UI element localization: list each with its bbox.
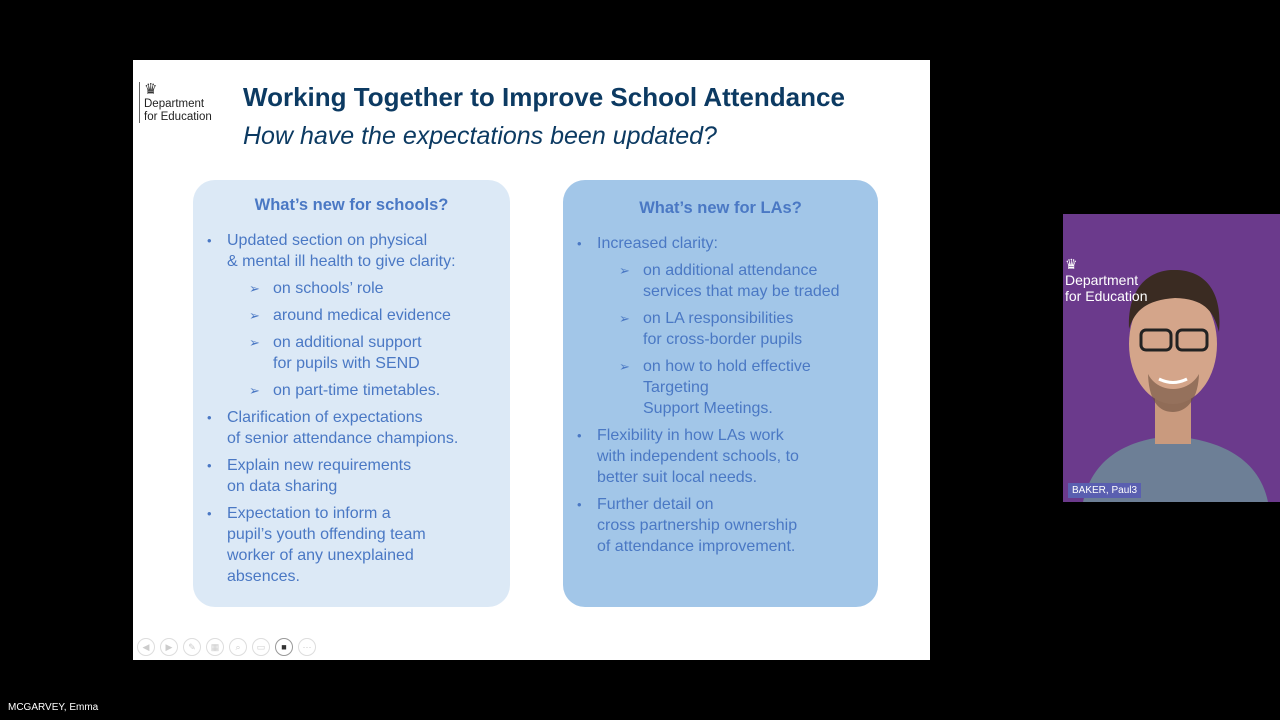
zoom-icon[interactable]: ⌕ [229,638,247,656]
camera-icon[interactable]: ■ [275,638,293,656]
sub-bullet-item [193,332,510,374]
arrow-bullet-icon: ➢ [619,263,630,278]
video-bg-text1: Department [1065,272,1139,288]
sub-bullet-item [193,380,510,401]
arrow-bullet-icon: ➢ [249,281,260,296]
slides-icon[interactable]: ▦ [206,638,224,656]
sub-bullet-item [563,356,878,419]
bullet-item: • Expectation to inform a pupil’s youth offending team worker of any unexplained absences. [193,503,510,587]
next-icon[interactable]: ▶ [160,638,178,656]
las-list [563,233,878,557]
participant-video-tile[interactable] [1063,214,1280,502]
more-icon[interactable]: ⋯ [298,638,316,656]
sub-bullet-item [563,308,878,350]
bullet-item: • Flexibility in how LAs work with independent schools, to better suit local needs. [563,425,878,488]
sub-bullet-text: on additional attendance services that may be traded [643,262,840,300]
sub-bullet-item [563,260,878,302]
sub-bullet-item [193,305,510,326]
slide-toolbar [137,638,316,656]
sub-bullet-text: on how to hold effective Targeting Support Meetings. [643,358,811,417]
pen-icon[interactable]: ✎ [183,638,201,656]
schools-list [193,230,510,587]
arrow-bullet-icon: ➢ [249,335,260,350]
participant-name-label: BAKER, Paul3 [1068,483,1141,498]
las-panel [563,180,878,607]
subtitles-icon[interactable]: ▭ [252,638,270,656]
bullet-item: • Clarification of expectations of senior attendance champions. [193,407,510,449]
sub-bullet-text: around medical evidence [273,307,451,324]
video-crest-icon: ♛ [1065,256,1078,272]
previous-icon[interactable]: ◀ [137,638,155,656]
arrow-bullet-icon: ➢ [249,383,260,398]
sub-bullet-text: on schools’ role [273,280,384,297]
logo-line2: for Education [144,110,212,123]
video-bg-text2: for Education [1065,288,1148,304]
self-name-label: MCGARVEY, Emma [8,702,99,713]
sub-bullet-text: on part-time timetables. [273,382,441,399]
arrow-bullet-icon: ➢ [619,311,630,326]
las-heading: What’s new for LAs? [639,199,802,217]
presentation-slide [133,60,930,660]
arrow-bullet-icon: ➢ [619,359,630,374]
schools-panel [193,180,510,607]
sub-bullet-item [193,278,510,299]
crest-icon: ♛ [144,81,158,98]
bullet-item: • Increased clarity: [563,233,878,254]
arrow-bullet-icon: ➢ [249,308,260,323]
schools-heading: What’s new for schools? [254,196,449,214]
bullet-item: • Further detail on cross partnership ownership of attendance improvement. [563,494,878,557]
slide-title: Working Together to Improve School Attendance [243,82,845,112]
bullet-item: • Updated section on physical & mental ill health to give clarity: [193,230,510,272]
bullet-item: • Explain new requirements on data sharing [193,455,510,497]
video-background-logo [1065,256,1148,304]
sub-bullet-text: on LA responsibilities for cross-border pupils [643,310,803,348]
dfe-logo [139,82,212,123]
sub-bullet-text: on additional support for pupils with SEND [273,334,422,372]
slide-subtitle: How have the expectations been updated? [243,122,717,150]
logo-line1: Department [144,98,205,110]
